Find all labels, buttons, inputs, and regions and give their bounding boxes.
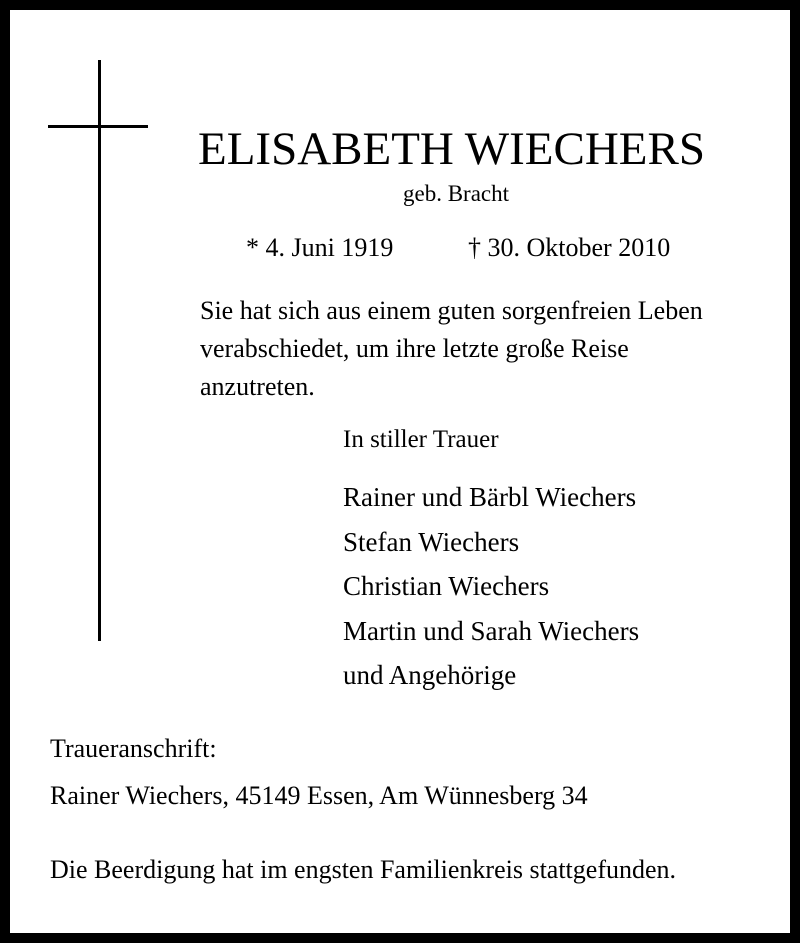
death-date: † 30. Oktober 2010: [468, 233, 671, 262]
cross-vertical-bar: [98, 60, 101, 641]
family-member: und Angehörige: [343, 660, 517, 690]
farewell-line: anzutreten.: [200, 372, 315, 401]
family-member: Christian Wiechers: [343, 571, 550, 601]
family-member: Rainer und Bärbl Wiechers: [343, 482, 637, 512]
farewell-line: verabschiedet, um ihre letzte große Reise: [200, 334, 629, 363]
birth-date: * 4. Juni 1919: [246, 233, 394, 262]
deceased-name: ELISABETH WIECHERS: [198, 123, 705, 175]
cross-horizontal-bar: [48, 125, 148, 128]
family-list: [343, 475, 639, 698]
family-member: Stefan Wiechers: [343, 526, 520, 557]
family-member: Martin und Sarah Wiechers: [343, 615, 640, 646]
address: Rainer Wiechers, 45149 Essen, Am Wünnesberg 34: [50, 781, 588, 810]
funeral-note: Die Beerdigung hat im engsten Familienkreis stattgefunden.: [50, 855, 677, 884]
obituary-notice: [10, 10, 790, 933]
maiden-name: geb. Bracht: [403, 181, 510, 206]
address-label: Traueranschrift:: [50, 734, 217, 763]
mourning-label: In stiller Trauer: [343, 426, 499, 453]
farewell-text: [200, 292, 780, 406]
farewell-line: Sie hat sich aus einem guten sorgenfreien Leben: [200, 296, 703, 325]
